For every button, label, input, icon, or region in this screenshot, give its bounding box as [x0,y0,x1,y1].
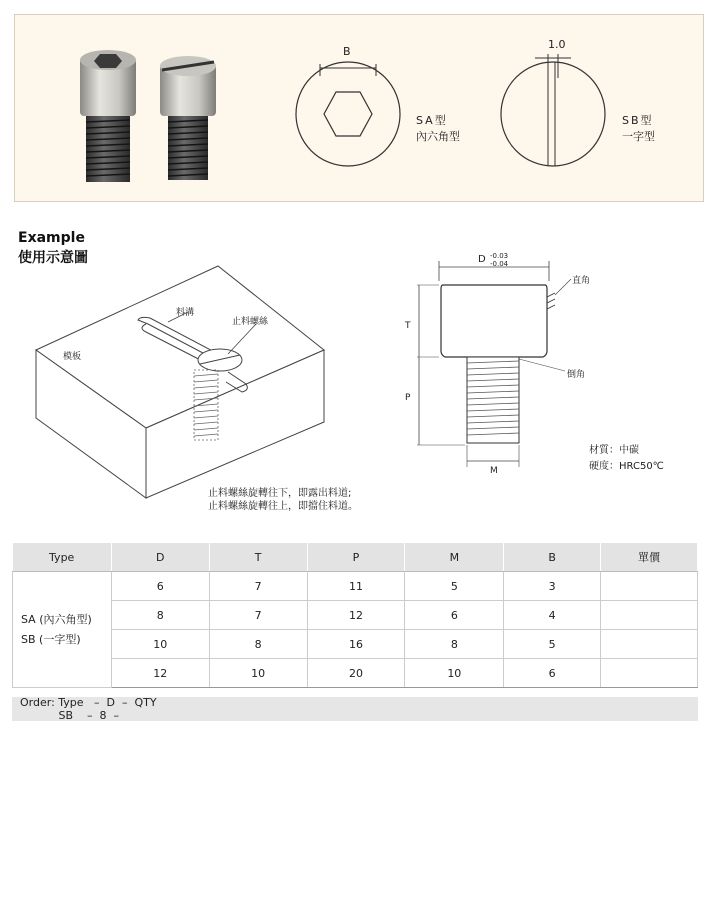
cell-d: 10 [111,630,209,659]
hex-screw-photo [80,50,136,182]
order-example: SB – 8 – [20,709,119,722]
sa-type-name: 內六角型 [416,130,460,143]
label-stop-screw: 止料螺絲 [232,317,269,327]
label-mold-plate: 模板 [63,352,82,362]
header-price: 單價 [601,543,698,572]
screw-dimension-drawing [395,255,595,480]
type-sb: SB (一字型) [21,632,81,646]
sb-type-name: 一字型 [622,130,655,143]
header-p: P [307,543,405,572]
cell-t: 7 [209,601,307,630]
header-m: M [405,543,504,572]
header-t: T [209,543,307,572]
cell-p: 12 [307,601,405,630]
type-sa: SA (內六角型) [21,612,92,626]
sa-top-view [290,42,410,182]
sb-dimension: 1.0 [548,38,566,51]
sb-type-label: SB型 [622,114,654,127]
dim-d-tol-upper: -0.03 [490,252,509,260]
table-row [13,601,698,630]
table-row [13,572,698,601]
table-row [13,630,698,659]
cell-d: 8 [111,601,209,630]
table-header-row [13,543,698,572]
sa-type-label: SA型 [416,114,448,127]
cell-t: 8 [209,630,307,659]
dim-d-label: D [478,254,486,265]
type-cell [13,572,112,688]
cell-d: 6 [111,572,209,601]
cell-b: 6 [504,659,601,688]
example-title: Example [18,230,85,246]
usage-note-1: 止料螺絲旋轉往下，即露出料道; [208,488,352,499]
example-subtitle: 使用示意圖 [18,250,88,266]
mold-plate-illustration [28,262,338,512]
cell-b: 4 [504,601,601,630]
cell-m: 5 [405,572,504,601]
dim-d-tolerance [490,252,508,268]
slot-screw-photo [160,56,216,180]
cell-m: 8 [405,630,504,659]
cell-price [601,601,698,630]
dim-t-label: T [405,321,411,331]
chamfer-label: 倒角 [567,370,586,380]
cell-price [601,572,698,601]
right-angle-label: 直角 [572,276,591,286]
sa-dimension-b: B [343,45,351,58]
hardness-text: 硬度：HRC50℃ [589,461,664,472]
usage-note-2: 止料螺絲旋轉往上，即擋住料道。 [208,501,358,512]
header-d: D [111,543,209,572]
label-groove: 料溝 [176,308,195,318]
cell-p: 20 [307,659,405,688]
spec-table [12,543,698,688]
cell-p: 16 [307,630,405,659]
dim-d-tol-lower: -0.04 [490,260,509,268]
cell-p: 11 [307,572,405,601]
table-row [13,659,698,688]
cell-t: 7 [209,572,307,601]
sb-top-view [495,38,615,178]
cell-t: 10 [209,659,307,688]
cell-d: 12 [111,659,209,688]
cell-b: 5 [504,630,601,659]
material-text: 材質：中碳 [589,445,639,456]
cell-m: 10 [405,659,504,688]
order-format: Order: Type – D – QTY [20,696,157,709]
cell-price [601,630,698,659]
dim-p-label: P [405,393,411,403]
product-photos [70,40,240,190]
cell-m: 6 [405,601,504,630]
header-b: B [504,543,601,572]
cell-price [601,659,698,688]
dim-m-label: M [490,466,498,476]
header-type: Type [13,543,112,572]
cell-b: 3 [504,572,601,601]
